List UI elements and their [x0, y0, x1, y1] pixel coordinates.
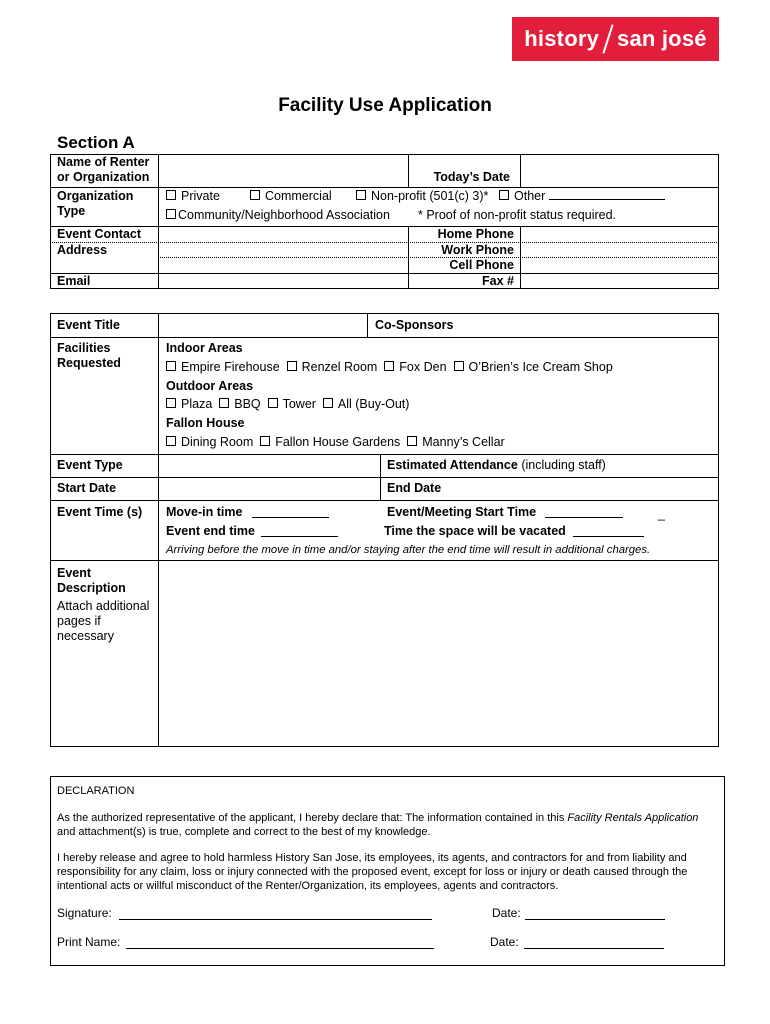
home-phone-field[interactable] — [522, 228, 717, 241]
outdoor-options — [166, 397, 409, 412]
email-label: Email — [57, 274, 91, 288]
address-field[interactable] — [160, 244, 406, 272]
email-field[interactable] — [160, 275, 406, 288]
private-option[interactable]: Private — [166, 189, 220, 204]
logo-history-text: history — [524, 26, 600, 51]
declaration-heading: DECLARATION — [57, 785, 135, 797]
meeting-start-blank[interactable] — [545, 505, 623, 518]
trailing-underscore: _ — [658, 507, 665, 521]
nonprofit-option[interactable]: Non-profit (501(c) 3)* — [356, 189, 488, 204]
address-label: Address — [57, 243, 108, 257]
obriens-ice-cream-option[interactable]: O’Brien’s Ice Cream Shop — [454, 360, 613, 374]
renzel-room-option[interactable]: Renzel Room — [287, 360, 378, 374]
fallon-house-heading: Fallon House — [166, 416, 245, 430]
nonprofit-checkbox[interactable] — [356, 190, 366, 200]
history-san-jose-logo — [512, 17, 719, 61]
or-organization-label: or Organization — [57, 170, 150, 184]
vacated-time-label: Time the space will be vacated — [384, 524, 566, 538]
indoor-options — [166, 360, 613, 375]
fallon-gardens-option[interactable]: Fallon House Gardens — [260, 435, 400, 449]
indoor-areas-heading: Indoor Areas — [166, 341, 243, 355]
mannys-cellar-option[interactable]: Manny’s Cellar — [407, 435, 504, 449]
other-checkbox[interactable] — [499, 190, 509, 200]
event-time-label: Event Time (s) — [57, 505, 143, 519]
logo-san-jose-text: san josé — [617, 26, 707, 51]
print-date-label: Date: — [490, 935, 519, 949]
signature-field[interactable] — [119, 906, 432, 920]
vacated-time-blank[interactable] — [573, 524, 644, 537]
end-date-label: End Date — [387, 481, 442, 495]
start-date-label: Start Date — [57, 481, 117, 495]
bbq-option[interactable]: BBQ — [219, 397, 260, 411]
todays-date-label: Today’s Date — [433, 170, 510, 184]
event-end-time-blank[interactable] — [261, 524, 338, 537]
move-in-time-blank[interactable] — [252, 505, 329, 518]
event-end-time-label: Event end time — [166, 524, 255, 538]
commercial-checkbox[interactable] — [250, 190, 260, 200]
section-a-heading: Section A — [57, 133, 135, 152]
community-checkbox[interactable] — [166, 209, 176, 219]
signature-date-label: Date: — [492, 906, 521, 920]
declaration-paragraph-2: I hereby release and agree to hold harmless History San Jose, its employees, its agents, and contractors for and from liability and responsibility for any claim, loss or injury connected with the proposed event, except for loss or injury or death caused through the intentional acts or willful misconduct of the Renter/Organization, its employees, agents and contractors. — [57, 852, 688, 892]
print-date-field[interactable] — [524, 935, 664, 949]
logo-slash — [602, 24, 613, 53]
event-contact-label: Event Contact — [57, 227, 142, 241]
signature-date-field[interactable] — [525, 906, 665, 920]
event-title-field[interactable] — [160, 315, 365, 336]
fox-den-option[interactable]: Fox Den — [384, 360, 446, 374]
commercial-option[interactable]: Commercial — [250, 189, 332, 204]
outdoor-areas-heading: Outdoor Areas — [166, 379, 254, 393]
empire-firehouse-option[interactable]: Empire Firehouse — [166, 360, 280, 374]
proof-note: * Proof of non-profit status required. — [418, 208, 617, 222]
event-contact-field[interactable] — [160, 228, 406, 241]
tower-option[interactable]: Tower — [268, 397, 316, 411]
type-label: Type — [57, 204, 86, 218]
meeting-start-label: Event/Meeting Start Time — [387, 505, 537, 519]
attach-note-2: pages if — [57, 614, 101, 628]
co-sponsors-label: Co-Sponsors — [375, 318, 454, 332]
todays-date-field[interactable] — [522, 156, 717, 186]
attach-note-3: necessary — [57, 629, 114, 643]
event-description-field[interactable] — [160, 562, 717, 746]
page-title: Facility Use Application — [278, 95, 492, 116]
cell-phone-label: Cell Phone — [449, 258, 514, 272]
print-name-label: Print Name: — [57, 935, 121, 949]
community-option[interactable]: Community/Neighborhood Association — [166, 208, 390, 223]
fax-field[interactable] — [522, 275, 717, 288]
fallon-options — [166, 435, 505, 450]
dining-room-option[interactable]: Dining Room — [166, 435, 253, 449]
move-in-time-label: Move-in time — [166, 505, 243, 519]
event-type-field[interactable] — [160, 456, 378, 476]
event-description-label-1: Event — [57, 566, 92, 580]
print-name-field[interactable] — [126, 935, 434, 949]
name-of-renter-label: Name of Renter — [57, 155, 150, 169]
private-checkbox[interactable] — [166, 190, 176, 200]
work-phone-label: Work Phone — [441, 243, 514, 257]
other-blank[interactable] — [549, 199, 665, 200]
event-type-label: Event Type — [57, 458, 123, 472]
all-buy-out-option[interactable]: All (Buy-Out) — [323, 397, 410, 411]
home-phone-label: Home Phone — [437, 227, 514, 241]
arriving-note: Arriving before the move in time and/or staying after the end time will result in additional charges. — [166, 544, 651, 556]
work-phone-field[interactable] — [522, 244, 717, 256]
cell-phone-field[interactable] — [522, 259, 717, 272]
start-date-field[interactable] — [160, 479, 378, 499]
organization-label: Organization — [57, 189, 134, 203]
attach-note-1: Attach additional — [57, 599, 150, 613]
other-option[interactable]: Other — [499, 189, 665, 204]
renter-name-field[interactable] — [160, 156, 406, 186]
estimated-attendance-label: Estimated Attendance (including staff) — [387, 458, 606, 472]
declaration-paragraph-1: As the authorized representative of the applicant, I hereby declare that: The information contained in this Facility Rentals Application and attachment(s) is true, complete and correct to the best of my knowledge. — [57, 812, 699, 838]
fax-label: Fax # — [482, 274, 514, 288]
plaza-option[interactable]: Plaza — [166, 397, 212, 411]
requested-label: Requested — [57, 356, 121, 370]
event-description-label-2: Description — [57, 581, 126, 595]
facilities-label: Facilities — [57, 341, 111, 355]
event-title-label: Event Title — [57, 318, 120, 332]
signature-label: Signature: — [57, 906, 112, 920]
